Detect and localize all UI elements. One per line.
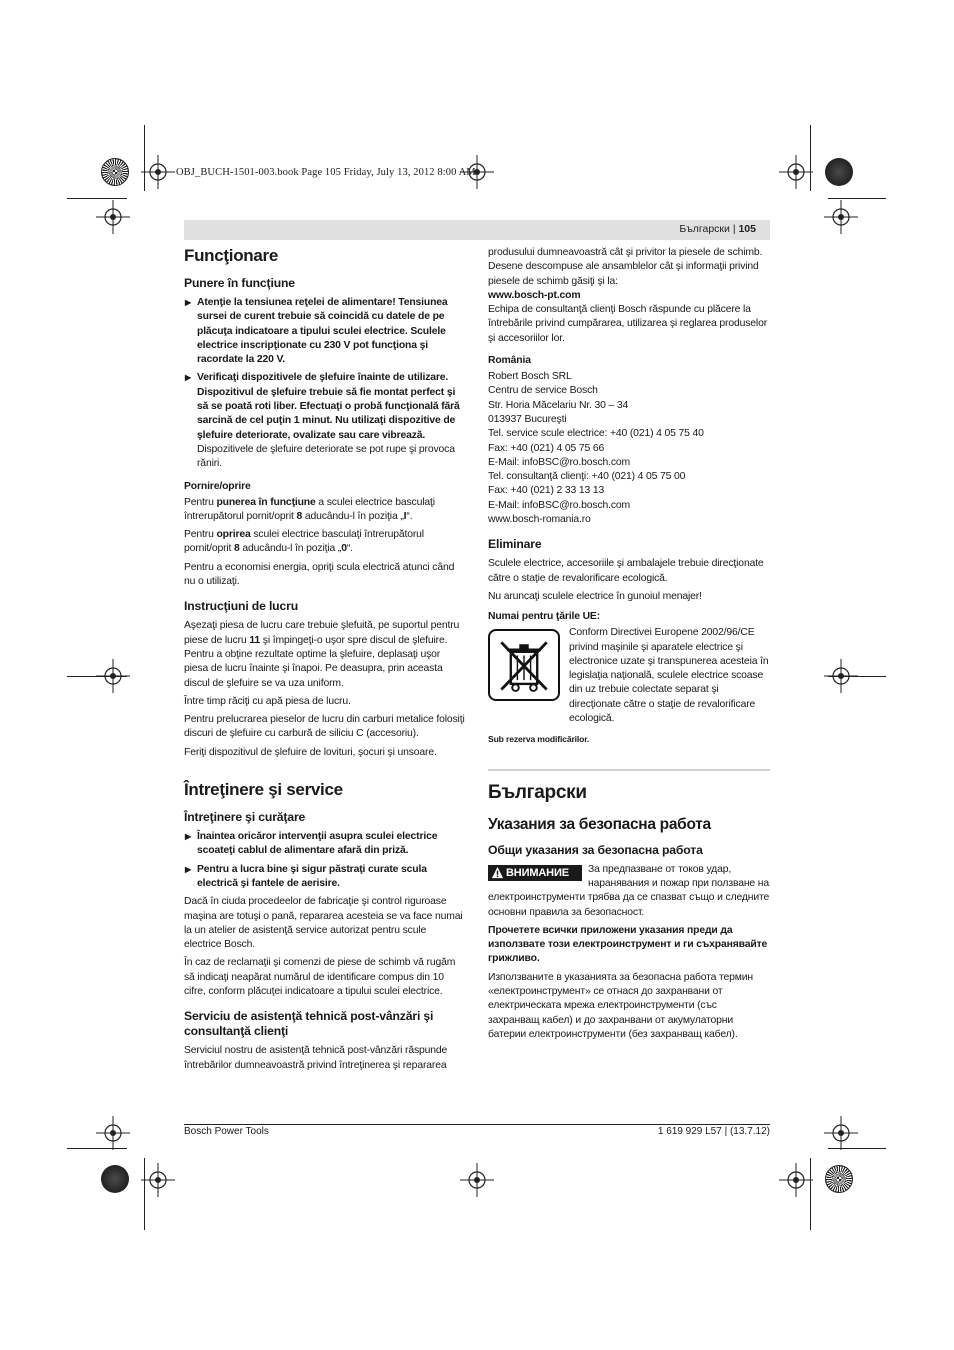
registration-dark-mark <box>101 1165 129 1193</box>
heading-bg-ukazania: Указания за безопасна работа <box>488 815 711 833</box>
paragraph-intr-1: Dacă în ciuda procedeelor de fabricaţie şi control riguroase maşina are totuşi o pană, repararea acesteia se va face numai la un atelier de asistenţă service autorizat pentru scule electrice Bosch. <box>184 896 463 951</box>
address-line: 013937 Bucureşti <box>488 413 567 425</box>
heading-pornire: Pornire/oprire <box>184 480 251 492</box>
right-column <box>488 246 770 1046</box>
paragraph-serviciu: Serviciul nostru de asistenţă tehnică post-vânzări răspunde întrebărilor dumneavoastră privind întreţinerea şi repararea <box>184 1045 448 1071</box>
heading-bulgarian: Български <box>488 781 587 803</box>
heading-intr-curatare: Întreţinere şi curăţare <box>184 810 306 825</box>
paragraph-echipa: Echipa de consultanţă clienţi Bosch răspunde cu plăcere la întrebările privind cumpărarea, utilizarea şi reglarea produselor şi accesoriilor lor. <box>488 304 768 344</box>
footer-divider <box>184 1124 770 1125</box>
address-line: Tel. service scule electrice: +40 (021) 4 05 75 40 <box>488 428 704 440</box>
heading-functionare: Funcţionare <box>184 246 278 265</box>
paragraph-pornire-1: Pentru punerea în funcţiune a sculei electrice basculaţi întrerupătorul pornit/oprit 8 aducându-l în poziţia „I“. <box>184 496 435 522</box>
crosshair-mark <box>779 1163 813 1197</box>
warning-block <box>488 863 770 920</box>
print-info: OBJ_BUCH-1501-003.book Page 105 Friday, July 13, 2012 8:00 AM <box>176 167 476 178</box>
crosshair-mark <box>96 200 130 234</box>
paragraph-ue: Conform Directivei Europene 2002/96/CE privind maşinile şi aparatele electrice şi electronice uzate şi transpunerea acesteia în legislaţia naţională, sculele electrice scoase din uz trebuie colectate separat şi direcţionate către o staţie de revalorificare ecologică. <box>569 627 769 725</box>
heading-bg-obshti: Общи указания за безопасна работа <box>488 842 703 857</box>
paragraph-elim-2: Nu aruncaţi sculele electrice în gunoiul menajer! <box>488 590 702 602</box>
crosshair-mark <box>141 155 175 189</box>
paragraph-bg-warn: За предпазване от токов удар, наранявания и пожар при ползване на електроинструменти трябва да се спазват също и следните основни правила за безопасност. <box>488 863 770 918</box>
bullet-tensiune: ▶ Atenţie la tensiunea reţelei de alimentare! Tensiunea sursei de curent trebuie să coincidă cu datele de pe plăcuţa indicatoare a tipului sculei electrice. Sculele electrice inscripţionate cu 230 V pot funcţiona şi racordate la 220 V. <box>184 296 466 367</box>
address-line: Robert Bosch SRL <box>488 371 572 383</box>
section-divider <box>488 769 770 771</box>
paragraph-continuation: produsului dumneavoastră cât şi privitor la piesele de schimb. Desene descompuse ale ansamblelor cât şi informaţii privind piesele de schimb găsiţi şi la: <box>488 247 763 287</box>
warning-triangle-icon <box>491 866 504 879</box>
paragraph-bg-bold: Прочетете всички приложени указания преди да използвате този електроинструмент и ги съхранявайте грижливо. <box>488 924 768 965</box>
address-line: Fax: +40 (021) 2 33 13 13 <box>488 485 605 497</box>
heading-punere: Punere în funcţiune <box>184 276 295 290</box>
paragraph-pornire-2: Pentru oprirea sculei electrice basculaţi întrerupătorul pornit/oprit 8 aducându-l în poziţia „0“. <box>184 529 424 555</box>
footer-brand: Bosch Power Tools <box>184 1126 269 1137</box>
page-header <box>184 220 770 240</box>
link-bosch-pt[interactable]: www.bosch-pt.com <box>488 289 581 301</box>
page-number: 105 <box>738 223 756 235</box>
address-line: Centru de service Bosch <box>488 385 598 397</box>
address-line[interactable]: E-Mail: infoBSC@ro.bosch.com <box>488 456 631 468</box>
heading-instructiuni: Instrucţiuni de lucru <box>184 599 298 614</box>
bullet-interventii: ▶ Înaintea oricăror intervenţii asupra sculei electrice scoateţi cablul de alimentare afară din priză. <box>184 830 466 859</box>
heading-ue: Numai pentru ţările UE: <box>488 611 601 623</box>
paragraph-bg-last: Използваните в указанията за безопасна работа термин «електроинструмент» се отнася до захранвани от електрическата мрежа електроинструменти (със захранващ кабел) и до захранвани от акумулаторни батерии електроинструменти (без захранващ кабел). <box>488 971 754 1040</box>
heading-romania: România <box>488 355 531 367</box>
footer-doc-code: 1 619 929 L57 | (13.7.12) <box>657 1126 770 1137</box>
address-line: Str. Horia Măcelariu Nr. 30 – 34 <box>488 399 629 411</box>
crosshair-mark <box>96 1116 130 1150</box>
address-line: Tel. consultanţă clienţi: +40 (021) 4 05 75 00 <box>488 471 686 483</box>
paragraph-instr-3: Pentru prelucrarea pieselor de lucru din carburi metalice folosiţi discuri de şlefuire cu carbură de siliciu C (accesoriu). <box>184 714 465 740</box>
warning-label: ВНИМАНИЕ <box>506 866 569 879</box>
paragraph-instr-2: Între timp răciţi cu apă piesa de lucru. <box>184 695 351 707</box>
crosshair-mark <box>141 1163 175 1197</box>
crosshair-mark <box>824 1116 858 1150</box>
paragraph-instr-4: Feriţi dispozitivul de şlefuire de lovituri, şocuri şi unsoare. <box>184 746 437 758</box>
header-separator: | <box>732 223 736 235</box>
crosshair-mark <box>779 155 813 189</box>
weee-bin-icon <box>488 629 560 701</box>
paragraph-instr-1: Aşezaţi piesa de lucru care trebuie şlefuită, pe suportul pentru piese de lucru 11 şi împingeţi-o uşor spre discul de şlefuire. Pentru a obţine rezultate optime la şlefuire, deplasaţi uşor piesa de lucru înainte şi înapoi. Pe deasupra, prin aceasta discul de şlefuire se va uza uniform. <box>184 620 460 689</box>
address-line[interactable]: www.bosch-romania.ro <box>488 514 591 526</box>
crosshair-mark <box>460 1163 494 1197</box>
heading-eliminare: Eliminare <box>488 537 542 552</box>
registration-dark-mark <box>825 158 853 186</box>
paragraph-rezerva: Sub rezerva modificărilor. <box>488 734 590 745</box>
address-line[interactable]: E-Mail: infoBSC@ro.bosch.com <box>488 499 631 511</box>
registration-ray-mark <box>101 158 129 186</box>
address-block <box>488 370 770 527</box>
weee-block <box>488 626 770 726</box>
crosshair-mark <box>824 200 858 234</box>
warning-badge <box>488 865 582 881</box>
bullet-curate: ▶ Pentru a lucra bine şi sigur păstraţi curate scula electrică şi fantele de aerisire. <box>184 863 466 892</box>
paragraph-pornire-3: Pentru a economisi energia, opriţi scula electrică atunci când nu o utilizaţi. <box>184 561 455 588</box>
paragraph-elim-1: Sculele electrice, accesoriile şi ambalajele trebuie direcţionate către o staţie de revalorificare ecologică. <box>488 558 764 584</box>
left-column <box>184 246 466 1077</box>
heading-serviciu: Serviciu de asistenţă tehnică post-vânzări şi consultanţă clienţi <box>184 1009 434 1039</box>
registration-ray-mark <box>825 1165 853 1193</box>
header-section: Български <box>679 223 730 235</box>
bullet-verificati: ▶ Verificaţi dispozitivele de şlefuire înainte de utilizare. Dispozitivul de şlefuire trebuie să fie montat perfect şi să se poată roti liber. Efectuaţi o probă funcţională fără sarcină de cel puţin 1 minut. Nu utilizaţi dispozitive de şlefuire deteriorate, ovalizate sau care vibrează. Dispozitivele de şlefuire deteriorate se pot rupe şi provoca răniri. <box>184 371 466 471</box>
address-line: Fax: +40 (021) 4 05 75 66 <box>488 442 605 454</box>
paragraph-intr-2: În caz de reclamaţii şi comenzi de piese de schimb vă rugăm să indicaţi neapărat numărul de identificare compus din 10 cifre, conform plăcuţei indicatoare a tipului sculei electrice. <box>184 957 456 997</box>
heading-intretinere: Întreţinere şi service <box>184 780 343 800</box>
